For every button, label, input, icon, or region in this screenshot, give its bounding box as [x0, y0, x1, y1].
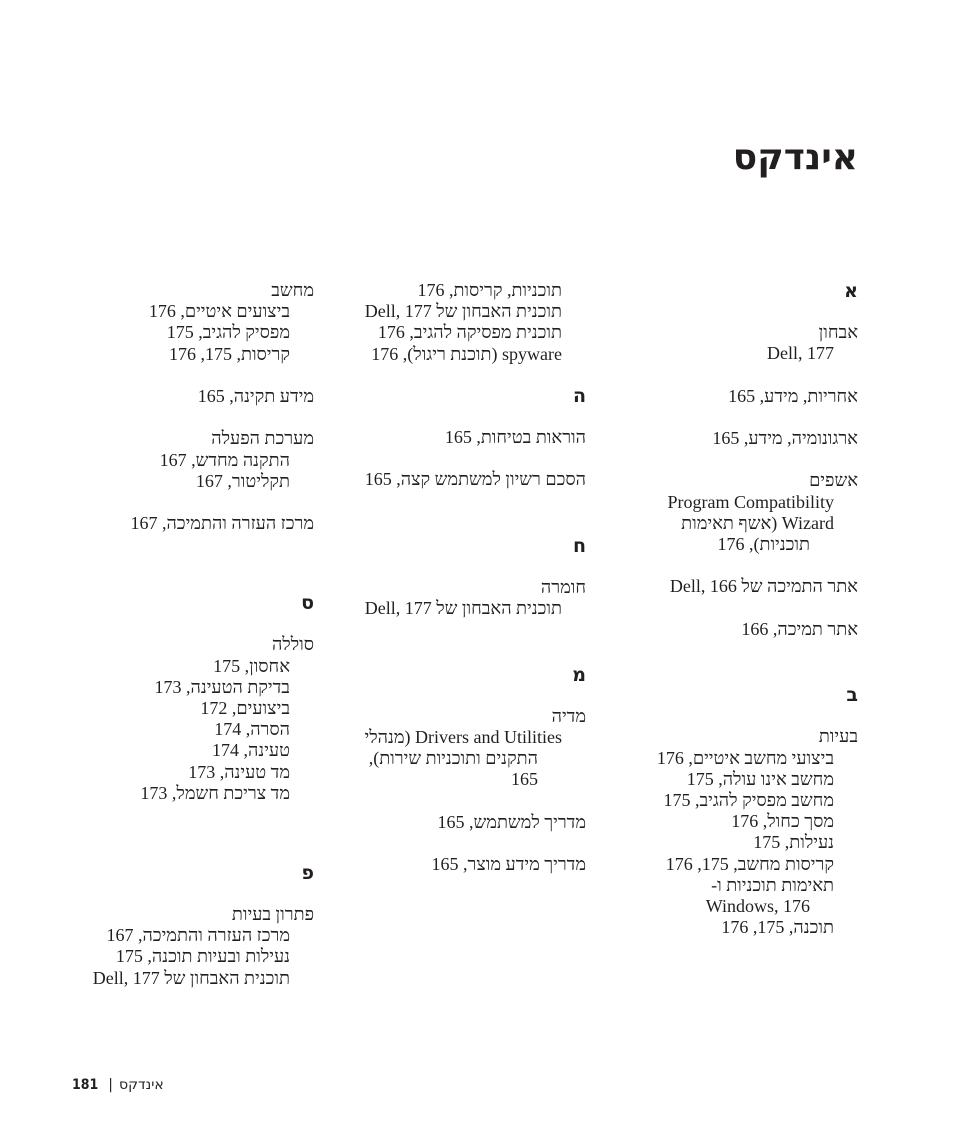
index-subentry: נעילות ובעיות תוכנה, 175: [115, 946, 290, 967]
index-subentry: תוכניות, קריסות, 176: [417, 280, 562, 300]
section-letter-samekh: ס: [301, 592, 314, 615]
index-subentry: ביצועים, 172: [200, 698, 290, 718]
index-subentry: 165: [511, 769, 538, 790]
index-subentry: מסך כחול, 176: [731, 811, 834, 832]
index-column-2: [346, 278, 586, 875]
index-subentry: נעילות, 175: [753, 832, 834, 853]
index-subentry: מחשב מפסיק להגיב, 175: [663, 789, 834, 810]
index-entry: אתר תמיכה, 166: [741, 618, 858, 639]
section-letter-he: ה: [572, 384, 586, 407]
index-entry: אשפים: [809, 470, 858, 491]
index-subentry: תוכנית האבחון של Dell, 177: [92, 967, 290, 988]
index-column-3: [74, 278, 314, 989]
section-letter-mem: מ: [572, 663, 586, 686]
index-subentry: מחשב אינו עולה, 175: [686, 768, 834, 789]
page-number: 181: [72, 1077, 99, 1093]
index-entry: הוראות בטיחות, 165: [444, 426, 586, 447]
index-entry: מדיה: [551, 705, 586, 726]
index-subentry: ביצועים איטיים, 176: [148, 301, 290, 322]
section-letter-het: ח: [572, 534, 586, 557]
index-subentry: מד טעינה, 173: [188, 761, 290, 782]
index-entry: ארגונומיה, מידע, 165: [712, 427, 858, 448]
page-title: אינדקס: [732, 137, 858, 178]
index-subentry: ביצועי מחשב איטיים, 176: [656, 747, 834, 768]
index-subentry: Wizard (אשף תאימות: [681, 512, 834, 533]
index-subentry: תוכניות), 176: [717, 533, 810, 554]
index-subentry: טעינה, 174: [212, 740, 290, 761]
index-subentry: Program Compatibility: [667, 491, 834, 512]
footer-title: אינדקס: [119, 1077, 164, 1093]
index-subentry: Drivers and Utilities (מנהלי: [364, 726, 562, 747]
index-entry: מדריך מידע מוצר, 165: [431, 853, 586, 874]
index-entry: אחריות, מידע, 165: [728, 385, 858, 406]
index-subentry: התקנים ותוכניות שירות),: [368, 748, 538, 768]
index-entry: פתרון בעיות: [231, 904, 314, 925]
index-subentry: קריסות מחשב, 175, 176: [665, 853, 834, 874]
index-column-1: [628, 278, 858, 938]
index-entry: בעיות: [818, 726, 858, 747]
page-footer: [72, 1075, 164, 1095]
index-entry: מידע תקינה, 165: [197, 386, 314, 406]
index-subentry: מפסיק להגיב, 175: [166, 322, 290, 343]
section-letter-bet: ב: [846, 684, 858, 707]
index-subentry: 176 ,Windows: [705, 895, 810, 916]
index-subentry: הסרה, 174: [214, 719, 290, 740]
index-entry: אתר התמיכה של Dell, 166: [669, 576, 858, 597]
index-subentry: תוכנית מפסיקה להגיב, 176: [377, 322, 562, 343]
index-subentry: תקליטור, 167: [195, 470, 290, 491]
section-letter-pe: פ: [301, 862, 314, 885]
index-entry: סוללה: [271, 634, 314, 655]
index-subentry: תוכנית האבחון של Dell, 177: [364, 598, 562, 618]
index-subentry: 177 ,Dell: [767, 343, 834, 364]
index-entry: חומרה: [540, 576, 586, 597]
index-entry: הסכם רשיון למשתמש קצה, 165: [364, 469, 586, 490]
index-subentry: בדיקת הטעינה, 173: [154, 676, 290, 697]
index-subentry: מד צריכת חשמל, 173: [140, 782, 290, 803]
index-entry: מחשב: [271, 280, 314, 300]
index-subentry: קריסות, 175, 176: [168, 343, 290, 364]
footer-separator: |: [108, 1077, 114, 1093]
index-entry: אבחון: [818, 322, 858, 342]
index-subentry: spyware (תוכנת ריגול), 176: [371, 343, 562, 364]
index-entry: מרכז העזרה והתמיכה, 167: [130, 513, 314, 534]
index-entry: מדריך למשתמש, 165: [437, 811, 586, 832]
index-subentry: אחסון, 175: [213, 655, 290, 676]
section-letter-alef: א: [844, 280, 858, 302]
index-subentry: תאימות תוכניות ו-: [711, 874, 834, 895]
index-subentry: תוכנה, 175, 176: [721, 917, 834, 938]
index-entry: מערכת הפעלה: [211, 428, 314, 449]
index-subentry: התקנה מחדש, 167: [159, 449, 290, 470]
index-subentry: מרכז העזרה והתמיכה, 167: [106, 925, 290, 946]
index-subentry: תוכנית האבחון של Dell, 177: [364, 301, 562, 322]
